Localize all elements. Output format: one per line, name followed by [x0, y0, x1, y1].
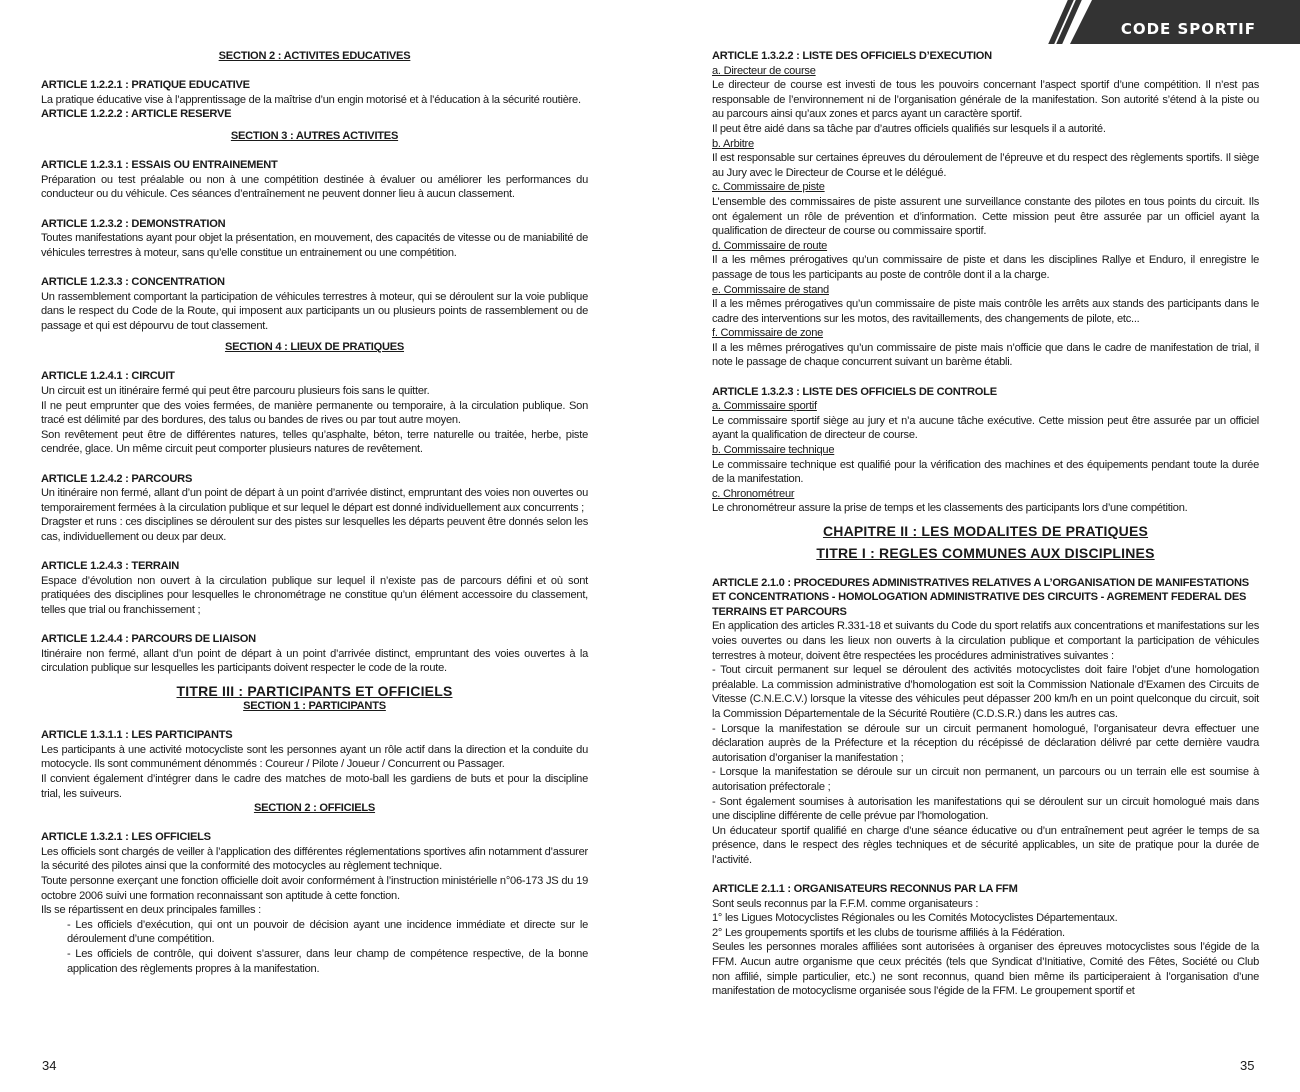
subsection-label: a. Commissaire sportif	[712, 400, 817, 413]
article-title: ARTICLE 1.2.3.2 : DEMONSTRATION	[41, 217, 226, 230]
article-text: Il convient également d’intégrer dans le cadre des matches de moto-ball les gardiens de buts et pour la discipline trial, les suiveurs.	[41, 772, 588, 800]
article-text: Toutes manifestations ayant pour objet la présentation, en mouvement, des capacités de vitesse ou de maniabilité de véhicules terrestres à moteur, sans qu’elle constitue un entrainement ou une compétition.	[41, 232, 588, 259]
section-title: SECTION 2 : OFFICIELS	[253, 802, 376, 815]
article-text: Un éducateur sportif qualifié en charge d’une séance éducative ou d’un entraînement peut agréer le temps de sa présence, dans le respect des règles techniques et de sécurité applicables, un site de pratique pour la durée de l’activité.	[712, 824, 1259, 866]
subsection-label: b. Arbitre	[712, 137, 754, 150]
article-text: L’ensemble des commissaires de piste assurent une surveillance constante des pilotes en tous points du circuit. Ils ont également un rôle de prévention et d’information. Cette mission peut être assurée par un officiel ayant la qualification de directeur de course ou commissaire sportif.	[712, 195, 1259, 238]
article-text: - Tout circuit permanent sur lequel se déroulent des activités motocyclistes doit faire l’objet d’une homologation préalable. La commission administrative d’homologation est soit la Commission Nationale d’Examen des Circuits de Vitesse (C.N.E.C.V.) lorsque la vitesse des véhicules peut dépasser 200 km/h en un point quelconque du circuit, soit la Commission Départementale de la Sécurité Routière (C.D.S.R.) dans les autres cas.	[712, 664, 1259, 720]
article-title: ARTICLE 1.2.3.3 : CONCENTRATION	[41, 275, 225, 288]
article-text: Il peut être aidé dans sa tâche par d’autres officiels qualifiés sur lesquels il a autorité.	[712, 122, 1106, 135]
article-text: Les officiels sont chargés de veiller à l’application des différentes réglementations sportives afin notamment d’assurer la sécurité des pilotes ainsi que la conformité des motocycles au règlement technique.	[41, 845, 588, 873]
article-text: Un itinéraire non fermé, allant d’un point de départ à un point d’arrivée distinct, empruntant des voies non ouvertes ou temporairement fermées à la circulation publique et sur lequel le départ est donné individuellement aux concurrents ;	[41, 487, 588, 514]
article-text: Un rassemblement comportant la participation de véhicules terrestres à moteur, qui se déroulent sur la voie publique dans le respect du Code de la Route, qui imposent aux participants un ou plusieurs points de rassemblement ou de passage et qui est dépourvu de tout classement.	[41, 290, 588, 332]
article-text: Itinéraire non fermé, allant d’un point de départ à un point d’arrivée distinct, empruntant des voies ouvertes à la circulation publique sur lesquelles les participants doivent respecter le code de la route.	[41, 647, 588, 675]
titre-heading: TITRE III : PARTICIPANTS ET OFFICIELS	[176, 682, 453, 699]
article-text: Son revêtement peut être de différentes natures, telles qu’asphalte, béton, terre naturelle ou traitée, herbe, piste cendrée, glace. Un même circuit peut comporter plusieurs natures de revêtement.	[41, 428, 588, 456]
article-title: ARTICLE 1.2.4.2 : PARCOURS	[41, 472, 193, 485]
header-label: CODE SPORTIF	[1120, 20, 1256, 38]
right-page	[650, 0, 1300, 1092]
left-column	[41, 49, 588, 976]
article-text: Un circuit est un itinéraire fermé qui peut être parcouru plusieurs fois sans le quitter.	[41, 385, 430, 398]
page-number: 35	[1240, 1058, 1255, 1073]
section-title: SECTION 3 : AUTRES ACTIVITES	[230, 129, 399, 142]
article-text: Seules les personnes morales affiliées sont autorisées à organiser des épreuves motocyclistes sous l’égide de la FFM. Aucun autre organisme que ceux précités (tels que Syndicat d’Initiative, Comité des Fêtes, Société ou Club non affilié, simple particulier, etc.) ne sont reconnus, quand bien même ils participeraient à l’organisation d’une manifestation de motocyclisme organisée sous l’égide de la FFM. Le groupement sportif et	[712, 941, 1259, 998]
subsection-label: e. Commissaire de stand	[712, 283, 829, 296]
article-text: - Sont également soumises à autorisation les manifestations qui se déroulent sur un circuit homologué mais dans une discipline différente de celle prévue par l’homologation.	[712, 795, 1259, 823]
article-text: Espace d’évolution non ouvert à la circulation publique sur lequel il n’existe pas de parcours défini et où sont pratiquées des disciplines pour lesquelles le chronométrage ne constitue qu’un élément accessoire du classement, telles que trial ou franchissement ;	[41, 574, 588, 616]
subsection-label: a. Directeur de course	[712, 64, 816, 77]
article-text: Les participants à une activité motocycliste sont les personnes ayant un rôle actif dans la direction et la conduite du motocycle. Ils sont communément dénommés : Coureur / Pilote / Joueur / Concurrent ou Passager.	[41, 743, 588, 771]
article-title: ARTICLE 1.2.3.1 : ESSAIS OU ENTRAINEMENT	[41, 159, 278, 172]
page-number: 34	[42, 1058, 57, 1073]
article-text: Il a les mêmes prérogatives qu’un commissaire de piste et dans les disciplines Rallye et Enduro, il enregistre le passage de tous les participants au poste de contrôle dont il a la charge.	[712, 254, 1259, 281]
article-text: Il a les mêmes prérogatives qu’un commissaire de piste mais n’officie que dans le cadre de manifestation de trial, il note le passage de chaque concurrent suivant un barème établi.	[712, 341, 1259, 369]
article-title: ARTICLE 1.3.2.2 : LISTE DES OFFICIELS D’EXECUTION	[712, 50, 992, 62]
right-column	[712, 49, 1259, 999]
article-text: La pratique éducative vise à l’apprentissage de la maîtrise d’un engin motorisé et à l’éducation à la sécurité routière.	[41, 93, 581, 106]
article-title: ARTICLE 2.1.0 : PROCEDURES ADMINISTRATIVES RELATIVES A L’ORGANISATION DE MANIFESTATIONS ET CONCENTRATIONS - HOMOLOGATION ADMINISTRATIVE DES CIRCUITS - AGREMENT FEDERAL DES TERRAINS ET PARCOURS	[712, 576, 1249, 618]
article-title: ARTICLE 1.2.2.2 : ARTICLE RESERVE	[41, 108, 232, 121]
article-text: Ils se répartissent en deux principales familles :	[41, 904, 261, 917]
chapter-heading: CHAPITRE II : LES MODALITES DE PRATIQUES	[822, 523, 1149, 539]
subsection-label: b. Commissaire technique	[712, 444, 835, 457]
article-text: Toute personne exerçant une fonction officielle doit avoir conformément à l’instruction ministérielle n°06-173 JS du 19 octobre 2006 suivi une formation reconnaissant son aptitude à cette fonction.	[41, 875, 588, 902]
section-title: SECTION 4 : LIEUX DE PRATIQUES	[224, 341, 405, 354]
article-title: ARTICLE 1.2.2.1 : PRATIQUE EDUCATIVE	[41, 79, 250, 92]
article-title: ARTICLE 1.2.4.3 : TERRAIN	[41, 560, 179, 573]
article-text: Dragster et runs : ces disciplines se déroulent sur des pistes sur lesquelles les départs peuvent être donnés selon les cas, individuellement ou deux par deux.	[41, 516, 588, 543]
article-text: Il a les mêmes prérogatives qu’un commissaire de piste mais contrôle les arrêts aux stands des participants dans le cadre des interventions sur les motos, des ravitaillements, des changements de pilote, etc...	[712, 298, 1259, 325]
article-text: 2° Les groupements sportifs et les clubs de tourisme affiliés à la Fédération.	[712, 926, 1065, 939]
subsection-label: f. Commissaire de zone	[712, 327, 824, 340]
subsection-label: d. Commissaire de route	[712, 239, 828, 252]
article-text: Le chronométreur assure la prise de temps et les classements des participants lors d’une compétition.	[712, 502, 1188, 515]
article-text: Sont seuls reconnus par la F.F.M. comme organisateurs :	[712, 897, 979, 910]
bullet-item: - Les officiels d’exécution, qui ont un pouvoir de décision ayant une incidence immédiate et directe sur le déroulement d’une compétition.	[67, 918, 588, 946]
article-text: Le commissaire technique est qualifié pour la vérification des machines et des équipements pendant toute la durée de la manifestation.	[712, 458, 1259, 486]
article-title: ARTICLE 2.1.1 : ORGANISATEURS RECONNUS PAR LA FFM	[712, 883, 1018, 896]
section-title: SECTION 2 : ACTIVITES EDUCATIVES	[218, 50, 411, 62]
article-title: ARTICLE 1.3.2.3 : LISTE DES OFFICIELS DE CONTROLE	[712, 385, 997, 398]
code-sportif-header	[1056, 0, 1300, 44]
subsection-label: c. Commissaire de piste	[712, 181, 825, 194]
article-text: Le commissaire sportif siège au jury et n’a aucune tâche exécutive. Cette mission peut être assurée par un officiel ayant la qualification de directeur de course.	[712, 414, 1259, 442]
article-text: - Lorsque la manifestation se déroule sur un circuit permanent homologué, l’organisateur devra effectuer une déclaration auprès de la Préfecture et la réception du récépissé de déclaration délivré par cette dernière vaudra autorisation d’organiser la manifestation ;	[712, 722, 1259, 764]
article-title: ARTICLE 1.2.4.1 : CIRCUIT	[41, 370, 175, 383]
article-text: Le directeur de course est investi de tous les pouvoirs concernant l’aspect sportif d’une compétition. Il n’est pas responsable de l’environnement ni de l’organisation générale de la manifestation. Son autorité s’étend à la piste ou au parcours ainsi qu’aux zones et parcs ayant un caractère sportif.	[712, 79, 1259, 121]
article-text: Il est responsable sur certaines épreuves du déroulement de l’épreuve et du respect des règlements sportifs. Il siège au Jury avec le Directeur de Course et le délégué.	[712, 152, 1259, 179]
article-text: 1° les Ligues Motocyclistes Régionales ou les Comités Motocyclistes Départementaux.	[712, 912, 1118, 925]
section-title: SECTION 1 : PARTICIPANTS	[243, 699, 386, 712]
subsection-label: c. Chronométreur	[712, 487, 795, 500]
article-text: Préparation ou test préalable ou non à une compétition destinée à évaluer ou améliorer les performances du conducteur ou du véhicule. Ces séances d’entraînement ne peuvent donner lieu à aucun classement.	[41, 173, 588, 201]
article-text: Il ne peut emprunter que des voies fermées, de manière permanente ou temporaire, à la circulation publique. Son tracé est délimité par des bordures, des talus ou bandes de rives ou par tout autre moyen.	[41, 399, 588, 427]
bullet-item: - Les officiels de contrôle, qui doivent s’assurer, dans leur champ de compétence respective, de la bonne application des règlements propres à la manifestation.	[67, 948, 588, 975]
article-title: ARTICLE 1.2.4.4 : PARCOURS DE LIAISON	[41, 633, 256, 646]
titre-heading: TITRE I : REGLES COMMUNES AUX DISCIPLINES	[816, 545, 1155, 561]
article-text: En application des articles R.331-18 et suivants du Code du sport relatifs aux concentrations et manifestations sur les voies ouvertes ou dans les lieux non ouverts à la circulation publique et comportant la participation de véhicules terrestres à moteur, doivent être respectées les procédures administratives suivantes :	[712, 620, 1259, 662]
article-text: - Lorsque la manifestation se déroule sur un circuit non permanent, un parcours ou un terrain elle est soumise à autorisation préfectorale ;	[712, 766, 1259, 793]
article-title: ARTICLE 1.3.1.1 : LES PARTICIPANTS	[41, 729, 233, 742]
article-title: ARTICLE 1.3.2.1 : LES OFFICIELS	[41, 831, 211, 844]
